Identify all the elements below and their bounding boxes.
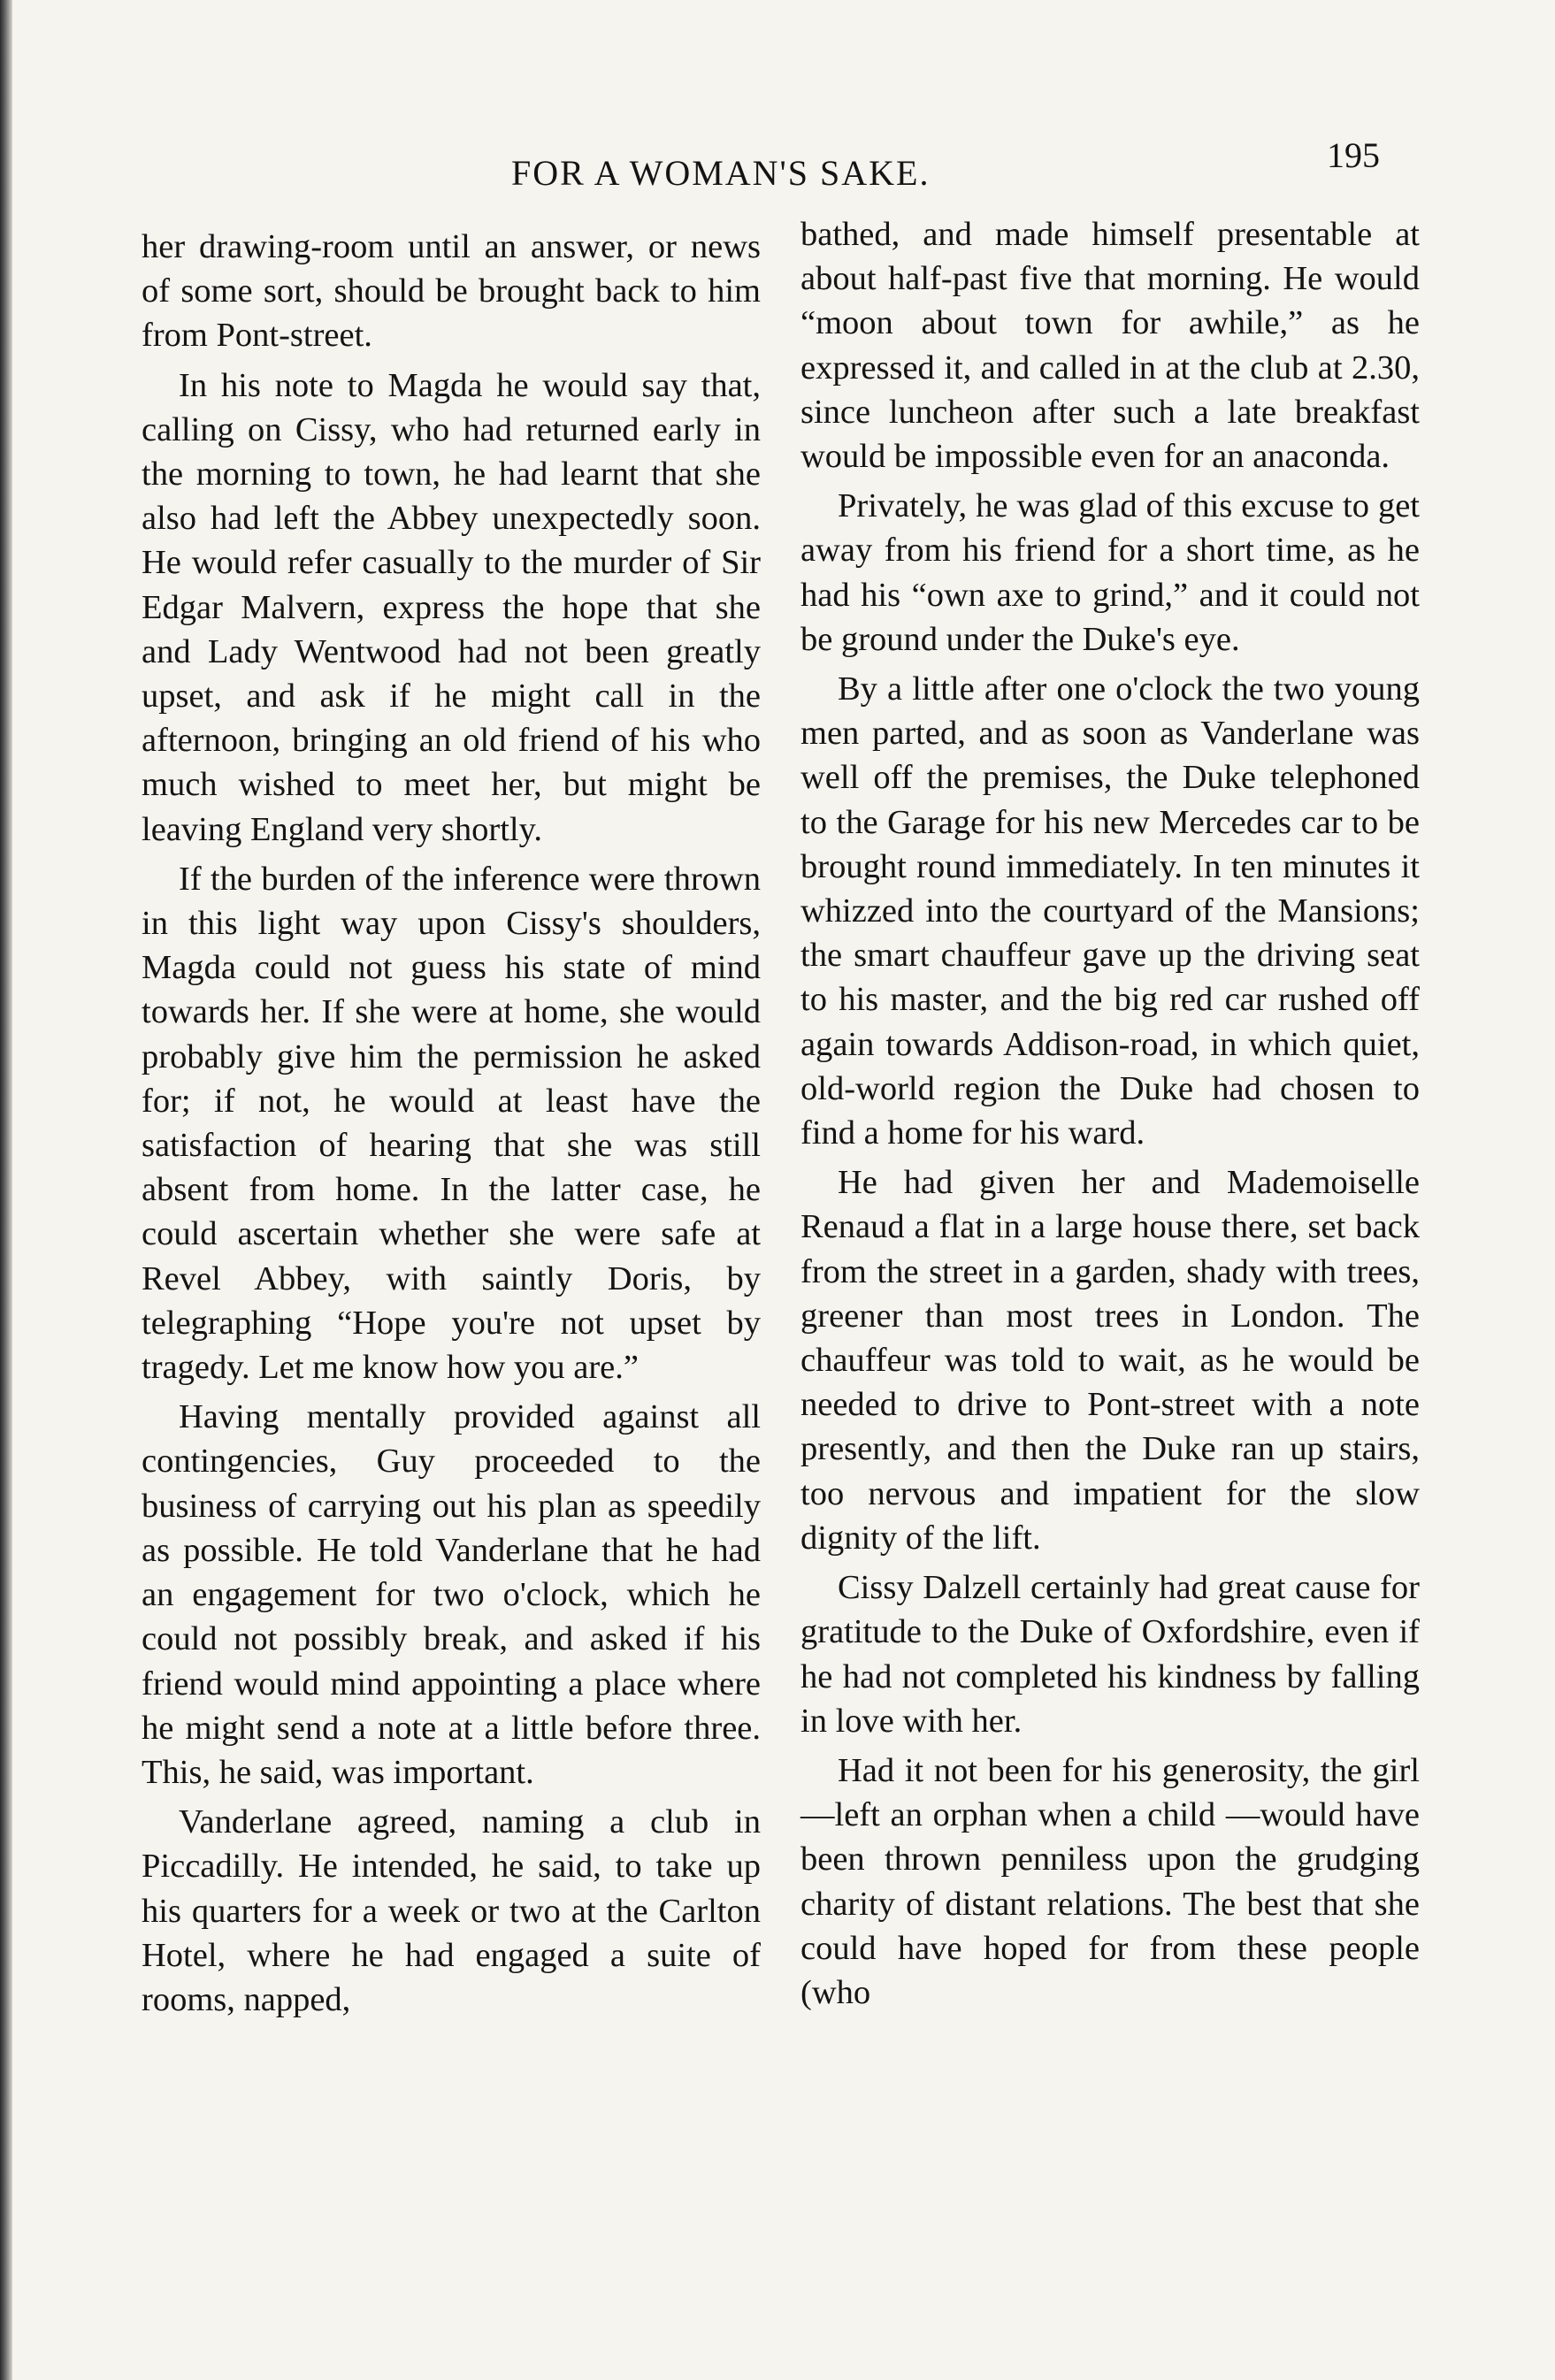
paragraph: bathed, and made himself presentable at about half-past five that morning. He would “moon about town for awhile,” as he expressed it, and called in at the club at 2.30, since luncheon after such a late breakfast would be impossible even for an anaconda. (800, 216, 1420, 476)
right-column (800, 212, 1420, 2020)
paragraph: her drawing-room until an answer, or news of some sort, should be brought back to him from Pont-street. (142, 228, 761, 355)
paragraph: In his note to Magda he would say that, calling on Cissy, who had returned early in the morning to town, he had learnt that she also had left the Abbey unexpectedly soon. He would refer casually to the murder of Sir Edgar Malvern, express the hope that she and Lady Wentwood had not been greatly upset, and ask if he might call in the afternoon, bringing an old friend of his who much wished to meet her, but might be leaving England very shortly. (142, 366, 761, 848)
paragraph: If the burden of the inference were thrown in this light way upon Cissy's shoulders, Magda could not guess his state of mind towards her. If she were at home, she would probably give him the permission he asked for; if not, he would at least have the satisfaction of hearing that she was still absent from home. In the latter case, he could ascertain whether she were safe at Revel Abbey, with saintly Doris, by telegraphing “Hope you're not upset by tragedy. Let me know how you are.” (142, 860, 761, 1387)
paragraph: By a little after one o'clock the two young men parted, and as soon as Vanderlane was well off the premises, the Duke telephoned to the Garage for his new Mercedes car to be brought round immediately. In ten minutes it whizzed into the courtyard of the Mansions; the smart chauffeur gave up the driving seat to his master, and the big red car rushed off again towards Addison-road, in which quiet, old-world region the Duke had chosen to find a home for his ward. (800, 670, 1420, 1152)
paragraph: Had it not been for his generosity, the girl—left an orphan when a child —would have been thrown penniless upon the grudging charity of distant relations. The best that she could have hoped for from these people (who (800, 1751, 1420, 2011)
left-column (142, 225, 761, 2027)
paragraph: Cissy Dalzell certainly had great cause for gratitude to the Duke of Oxfordshire, even if he had not completed his kindness by falling in love with her. (800, 1569, 1420, 1740)
page-number: 195 (1327, 135, 1380, 175)
paragraph: Privately, he was glad of this excuse to get away from his friend for a short time, as he had his “own axe to grind,” and it could not be ground under the Duke's eye. (800, 487, 1420, 658)
paragraph: Having mentally provided against all contingencies, Guy proceeded to the business of carrying out his plan as speedily as possible. He told Vanderlane that he had an engagement for two o'clock, which he could not possibly break, and asked if his friend would mind appointing a place where he might send a note at a little before three. This, he said, was important. (142, 1398, 761, 1791)
running-title: FOR A WOMAN'S SAKE. (511, 153, 931, 193)
binding-edge (0, 0, 12, 2380)
paragraph: Vanderlane agreed, naming a club in Piccadilly. He intended, he said, to take up his quarters for a week or two at the Carlton Hotel, where he had engaged a suite of rooms, napped, (142, 1803, 761, 2018)
paragraph: He had given her and Mademoiselle Renaud a flat in a large house there, set back from the street in a garden, shady with trees, greener than most trees in London. The chauffeur was told to wait, as he would be needed to drive to Pont-street with a note presently, and then the Duke ran up stairs, too nervous and impatient for the slow dignity of the lift. (800, 1164, 1420, 1557)
